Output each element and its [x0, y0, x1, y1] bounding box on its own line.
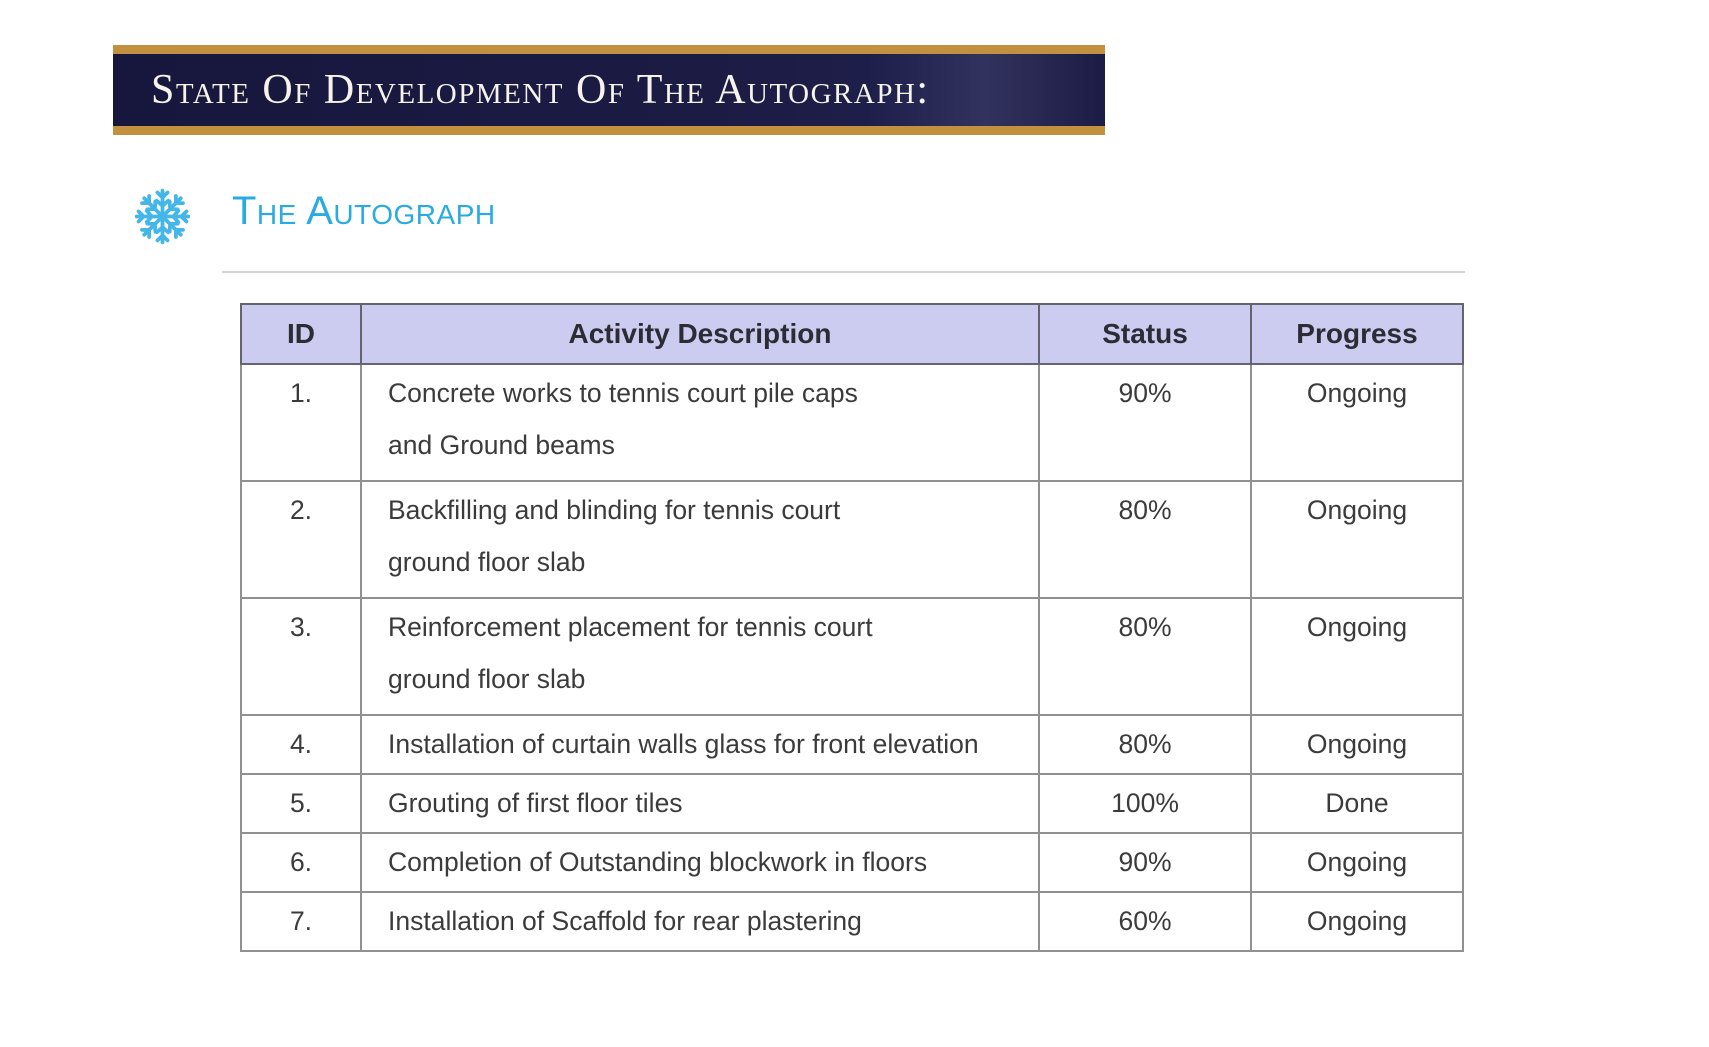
brand-name: The Autograph	[232, 189, 496, 233]
cell-progress: Done	[1251, 774, 1463, 833]
cell-id: 5.	[241, 774, 361, 833]
cell-status: 60%	[1039, 892, 1251, 951]
cell-id: 6.	[241, 833, 361, 892]
cell-progress: Ongoing	[1251, 892, 1463, 951]
table-row	[241, 833, 1463, 892]
cell-id: 4.	[241, 715, 361, 774]
cell-progress: Ongoing	[1251, 715, 1463, 774]
cell-status: 80%	[1039, 598, 1251, 715]
cell-activity-description: Concrete works to tennis court pile caps and Ground beams	[361, 364, 1039, 481]
cell-status: 90%	[1039, 833, 1251, 892]
cell-activity-description: Backfilling and blinding for tennis court ground floor slab	[361, 481, 1039, 598]
column-header-id: ID	[241, 304, 361, 364]
cell-activity-description: Completion of Outstanding blockwork in floors	[361, 833, 1039, 892]
slide-title: State Of Development Of The Autograph:	[151, 67, 930, 113]
cell-status: 80%	[1039, 481, 1251, 598]
cell-activity-description: Installation of Scaffold for rear plastering	[361, 892, 1039, 951]
table-row	[241, 598, 1463, 715]
cell-id: 1.	[241, 364, 361, 481]
cell-progress: Ongoing	[1251, 364, 1463, 481]
cell-activity-description: Reinforcement placement for tennis court ground floor slab	[361, 598, 1039, 715]
cell-progress: Ongoing	[1251, 833, 1463, 892]
column-header-activity: Activity Description	[361, 304, 1039, 364]
cell-progress: Ongoing	[1251, 598, 1463, 715]
cell-id: 3.	[241, 598, 361, 715]
cell-id: 7.	[241, 892, 361, 951]
section-divider	[222, 271, 1465, 273]
cell-status: 100%	[1039, 774, 1251, 833]
cell-id: 2.	[241, 481, 361, 598]
table-row	[241, 364, 1463, 481]
cell-activity-description: Installation of curtain walls glass for front elevation	[361, 715, 1039, 774]
cell-progress: Ongoing	[1251, 481, 1463, 598]
column-header-status: Status	[1039, 304, 1251, 364]
cell-activity-description: Grouting of first floor tiles	[361, 774, 1039, 833]
table-row	[241, 481, 1463, 598]
table-header-row	[241, 304, 1463, 364]
column-header-progress: Progress	[1251, 304, 1463, 364]
table-body	[241, 364, 1463, 951]
cell-status: 90%	[1039, 364, 1251, 481]
snowflake-icon	[131, 185, 194, 248]
table-row	[241, 715, 1463, 774]
title-banner	[113, 45, 1105, 135]
cell-status: 80%	[1039, 715, 1251, 774]
table-row	[241, 774, 1463, 833]
development-status-table	[240, 303, 1464, 952]
table-row	[241, 892, 1463, 951]
